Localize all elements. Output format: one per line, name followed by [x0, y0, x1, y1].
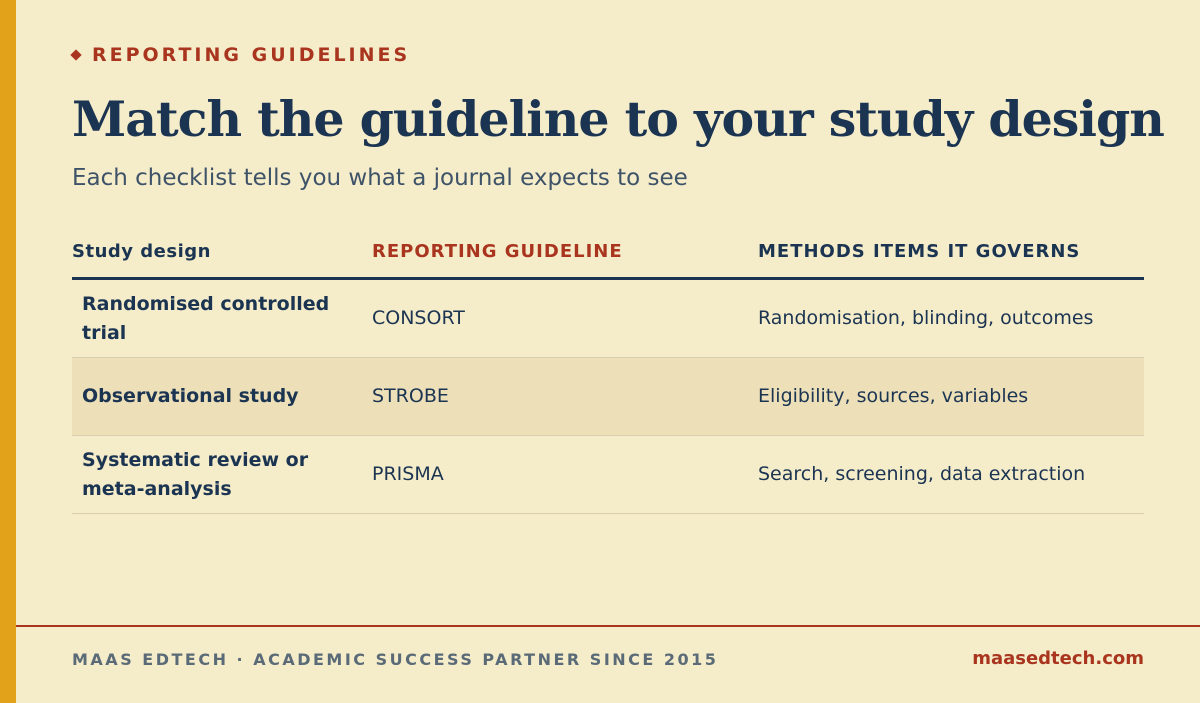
left-accent-bar [0, 0, 16, 703]
table-header [72, 226, 1144, 280]
study-design-cell: Systematic review or meta-analysis [82, 448, 309, 500]
eyebrow [72, 44, 410, 66]
page-title: Match the guideline to your study design [72, 90, 1164, 148]
methods-cell: Eligibility, sources, variables [758, 385, 1029, 407]
table-row [72, 280, 1144, 358]
column-header-methods-items: METHODS ITEMS IT GOVERNS [758, 241, 1081, 262]
column-header-study-design: Study design [72, 241, 211, 262]
footer-website-link[interactable]: maasedtech.com [972, 648, 1144, 669]
eyebrow-label: REPORTING GUIDELINES [92, 44, 411, 66]
methods-cell: Search, screening, data extraction [758, 463, 1086, 485]
footer-divider [16, 625, 1200, 627]
page-subtitle: Each checklist tells you what a journal expects to see [72, 165, 688, 191]
table-row [72, 436, 1144, 514]
study-design-cell: Observational study [82, 385, 299, 407]
guideline-table [72, 226, 1144, 514]
study-design-cell: Randomised controlled trial [82, 292, 330, 344]
table-row [72, 358, 1144, 436]
column-header-reporting-guideline: REPORTING GUIDELINE [372, 241, 623, 262]
methods-cell: Randomisation, blinding, outcomes [758, 307, 1094, 329]
guideline-cell: PRISMA [372, 463, 444, 485]
footer-tagline: MAAS EDTECH · ACADEMIC SUCCESS PARTNER SINCE 2015 [72, 650, 719, 669]
diamond-icon [70, 49, 81, 60]
guideline-cell: CONSORT [372, 307, 465, 329]
guideline-cell: STROBE [372, 385, 449, 407]
